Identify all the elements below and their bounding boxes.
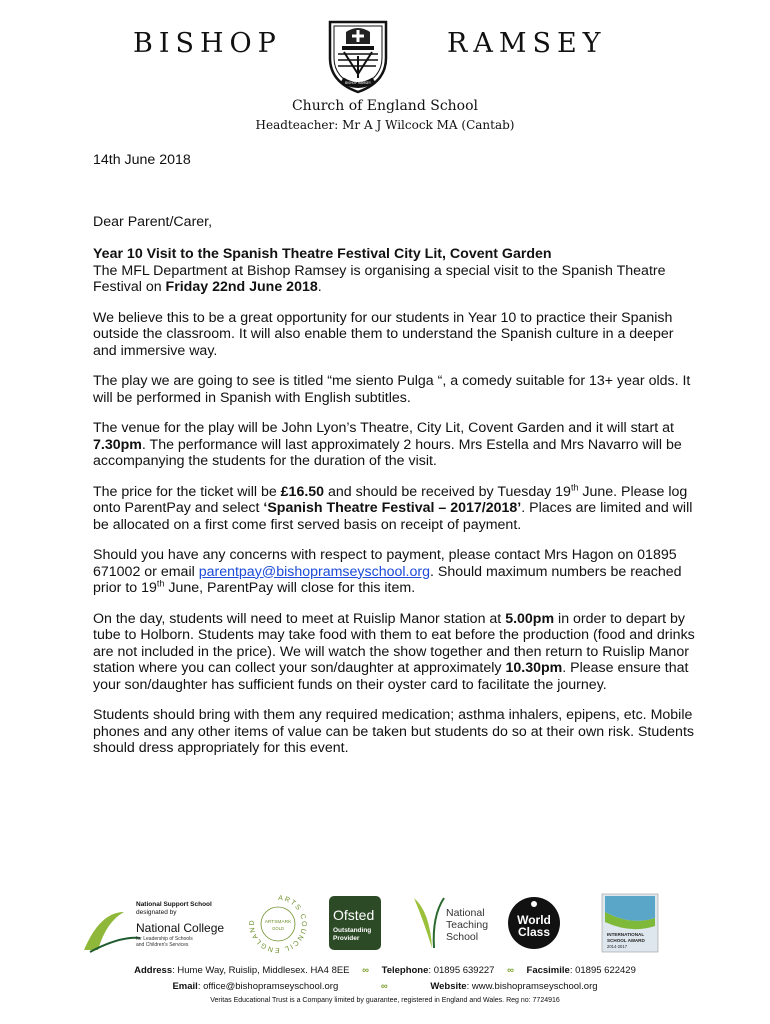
footer-facsimile: 01895 622429 xyxy=(575,965,636,976)
svg-text:designated by: designated by xyxy=(136,909,177,916)
footer-legal-notice: Veritas Educational Trust is a Company limited by guarantee, registered in England and Wales. Reg no: 7724916 xyxy=(210,997,560,1004)
letter-body xyxy=(93,246,698,771)
headteacher-line: Headteacher: Mr A J Wilcock MA (Cantab) xyxy=(255,118,515,132)
svg-text:World: World xyxy=(517,913,551,927)
svg-text:Provider: Provider xyxy=(333,935,360,942)
svg-text:ARTS COUNCIL ENGLAND: ARTS COUNCIL ENGLAND xyxy=(248,894,308,954)
paragraph-intro: Year 10 Visit to the Spanish Theatre Festival City Lit, Covent Garden The MFL Department at Bishop Ramsey is organising a special visit to the Spanish Theatre Festival on Friday 22nd June 2018. xyxy=(93,246,666,295)
svg-text:National College: National College xyxy=(136,921,225,935)
footer-address: Hume Way, Ruislip, Middlesex. HA4 8EE xyxy=(177,965,350,976)
letter-salutation: Dear Parent/Carer, xyxy=(93,214,213,230)
svg-text:Class: Class xyxy=(517,925,551,939)
svg-text:National Support School: National Support School xyxy=(136,901,212,908)
paragraph-on-the-day: On the day, students will need to meet at Ruislip Manor station at 5.00pm in order to depart by tube to Holborn. Students may take food with them to eat before the production (food and drinks are not included in the price). We will watch the show together and then return to Ruislip Manor station where you can collect your son/daughter at approximately 10.30pm. Please ensure that your son/daughter has sufficient funds on their oyster card to facilitate the journey. xyxy=(93,610,695,693)
letterhead-word-left: BISHOP xyxy=(133,28,282,59)
letterhead-word-right: RAMSEY xyxy=(447,28,607,59)
school-type: Church of England School xyxy=(291,98,479,114)
school-crest-icon xyxy=(318,18,398,96)
svg-text:GOLD: GOLD xyxy=(272,926,284,931)
svg-text:SCHOOL AWARD: SCHOOL AWARD xyxy=(607,938,645,943)
footer-telephone: 01895 639227 xyxy=(433,965,495,976)
parentpay-email-link[interactable]: parentpay@bishopramseyschool.org xyxy=(198,563,430,580)
arts-council-artsmark-logo xyxy=(245,892,311,954)
paragraph-play: The play we are going to see is titled “me siento Pulga “, a comedy suitable for 13+ year olds. It will be performed in Spanish with English subtitles. xyxy=(93,373,691,406)
footer-contact-line-1: Address: Hume Way, Ruislip, Middlesex. HA4 8EE ∞ Telephone: 01895 639227 ∞ Facsimile: 01895 622429 xyxy=(134,965,636,976)
national-teaching-school-logo xyxy=(410,892,498,954)
footer-email: office@bishopramseyschool.org xyxy=(203,981,339,992)
accreditation-logos xyxy=(0,892,770,958)
svg-text:National: National xyxy=(446,907,485,919)
svg-text:2014-2017: 2014-2017 xyxy=(607,944,628,949)
world-class-logo xyxy=(506,892,562,954)
national-support-school-logo xyxy=(80,892,228,954)
international-school-award-logo xyxy=(601,892,659,954)
letter-subject: Year 10 Visit to the Spanish Theatre Festival City Lit, Covent Garden xyxy=(93,246,552,262)
ofsted-outstanding-logo xyxy=(328,892,382,954)
svg-text:Outstanding: Outstanding xyxy=(333,927,372,934)
paragraph-price: The price for the ticket will be £16.50 and should be received by Tuesday 19th June. Please log onto ParentPay and select ‘Spanish Theatre Festival – 2017/2018’. Places are limited and will be allocated on a first come first served basis on receipt of payment. xyxy=(93,481,693,533)
letter-date: 14th June 2018 xyxy=(93,152,191,168)
svg-text:Teaching: Teaching xyxy=(446,919,489,931)
footer-contact-line-2: Email: office@bishopramseyschool.org ∞ Website: www.bishopramseyschool.org xyxy=(172,981,598,992)
svg-text:School: School xyxy=(446,931,479,943)
svg-text:for Leadership of Schools: for Leadership of Schools xyxy=(136,936,193,942)
svg-text:BISHOP RAMSEY: BISHOP RAMSEY xyxy=(345,81,371,85)
svg-text:Ofsted: Ofsted xyxy=(333,907,375,923)
svg-text:ARTSMARK: ARTSMARK xyxy=(264,920,292,925)
paragraph-concerns: Should you have any concerns with respect to payment, please contact Mrs Hagon on 01895 671002 or email parentpay@bishopramseyschool.org. Should maximum numbers be reached prior to 19th June, ParentPay will close for this item. xyxy=(93,547,682,596)
paragraph-venue: The venue for the play will be John Lyon’s Theatre, City Lit, Covent Garden and it will start at 7.30pm. The performance will last approximately 2 hours. Mrs Estella and Mrs Navarro will be accompanying the students for the duration of the visit. xyxy=(93,420,682,469)
svg-text:and Children's Services: and Children's Services xyxy=(136,942,189,948)
paragraph-medication: Students should bring with them any required medication; asthma inhalers, epipens, etc. Mobile phones and any other items of value can be taken but students do so at their own risk. Students should dress appropriately for this event. xyxy=(93,707,694,756)
footer-website: www.bishopramseyschool.org xyxy=(471,981,598,992)
svg-text:INTERNATIONAL: INTERNATIONAL xyxy=(607,932,645,937)
paragraph-opportunity: We believe this to be a great opportunity for our students in Year 10 to practice their Spanish outside the classroom. It will also enable them to understand the Spanish culture in a deeper and immersive way. xyxy=(93,309,674,359)
